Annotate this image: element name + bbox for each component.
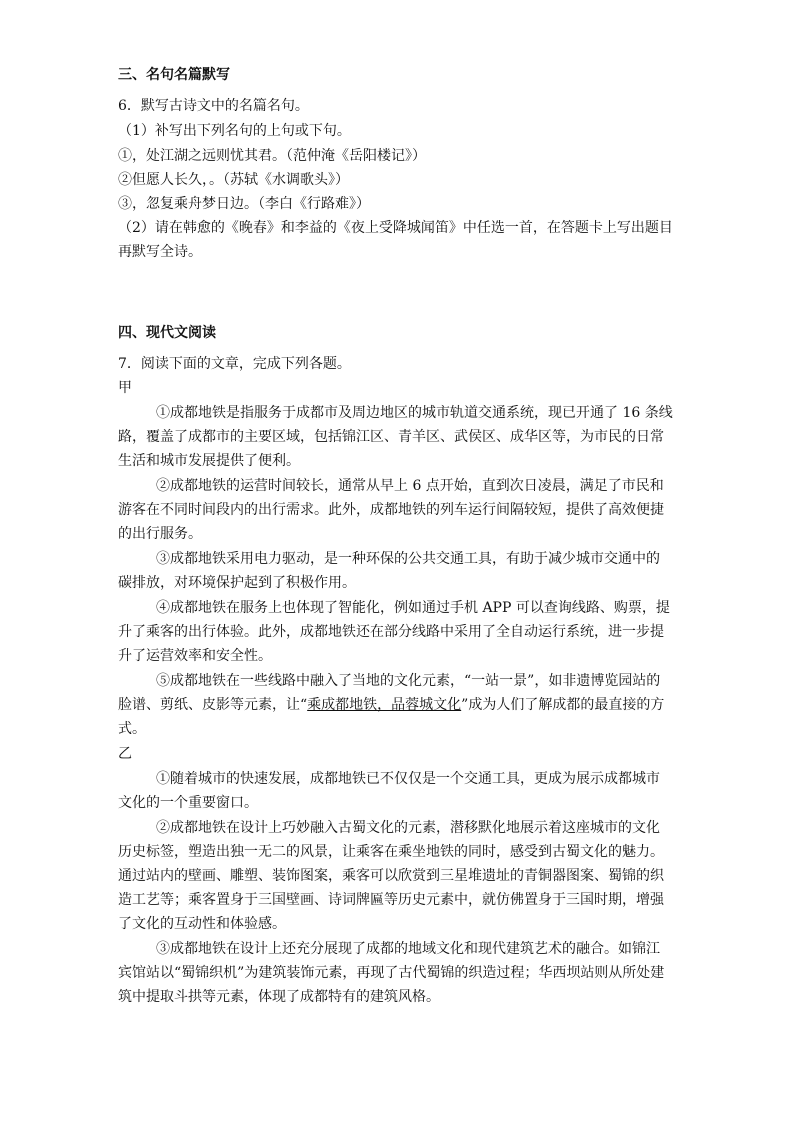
part-a-line: ⑤成都地铁在一些线路中融入了当地的文化元素，“一站一景”，如非遗博览园站的: [156, 673, 661, 689]
part-a-line: ②成都地铁的运营时间较长，通常从早上 6 点开始，直到次日凌晨，满足了市民和: [156, 478, 664, 494]
part-b-line: ③成都地铁在设计上还充分展现了成都的地域文化和现代建筑艺术的融合。如锦江: [156, 941, 660, 957]
section4-heading: 四、现代文阅读: [118, 325, 216, 341]
q6-sub2-line1: （2）请在韩愈的《晚春》和李益的《夜上受降城闻笛》中任选一首，在答题卡上写出题目: [118, 220, 673, 236]
part-b-line: 文化的一个重要窗口。: [118, 795, 258, 811]
part-a-label: 甲: [118, 380, 132, 396]
part-a-line: 升了运营效率和安全性。: [118, 648, 272, 664]
part-a-line: 式。: [118, 721, 146, 737]
question-7: 7．阅读下面的文章，完成下列各题。: [118, 356, 351, 372]
part-b-label: 乙: [118, 746, 132, 762]
part-b-line: ②成都地铁在设计上巧妙融入古蜀文化的元素，潜移默化地展示着这座城市的文化: [156, 820, 660, 836]
part-a-line: 升了乘客的出行体验。此外，成都地铁还在部分线路中采用了全自动运行系统，进一步提: [118, 624, 664, 640]
part-b-line: 筑中提取斗拱等元素，体现了成都特有的建筑风格。: [118, 989, 440, 1005]
q6-sub1: （1）补写出下列名句的上句或下句。: [118, 123, 351, 139]
part-b-line: 历史标签，塑造出独一无二的风景，让乘客在乘坐地铁的同时，感受到古蜀文化的魅力。: [118, 844, 664, 860]
q6-item3: ③，忽复乘舟梦日边。（李白《行路难》）: [118, 196, 370, 212]
underlined-phrase: 乘成都地铁，品蓉城文化: [307, 697, 462, 713]
part-a-line: ④成都地铁在服务上也体现了智能化，例如通过手机 APP 可以查询线路、购票，提: [156, 600, 670, 616]
part-a-line: ①成都地铁是指服务于成都市及周边地区的城市轨道交通系统，现已开通了 16 条线: [156, 405, 673, 421]
part-a-line: 游客在不同时间段内的出行需求。此外，成都地铁的列车运行间隔较短，提供了高效便捷: [118, 502, 664, 518]
part-a-line: 碳排放，对环境保护起到了积极作用。: [118, 575, 356, 591]
part-a-line: ③成都地铁采用电力驱动，是一种环保的公共交通工具，有助于减少城市交通中的: [156, 551, 660, 567]
part-a-line: 生活和城市发展提供了便利。: [118, 453, 300, 469]
part-b-line: 通过站内的壁画、雕塑、装饰图案，乘客可以欣赏到三星堆遗址的青铜器图案、蜀锦的织: [118, 868, 664, 884]
q6-item2: ②但愿人长久，。（苏轼《水调歌头》）: [118, 172, 349, 188]
q6-sub2-line2: 再默写全诗。: [118, 244, 202, 260]
part-a-line: 路，覆盖了成都市的主要区域，包括锦江区、青羊区、武侯区、成华区等，为市民的日常: [118, 429, 664, 445]
q6-item1: ①，处江湖之远则忧其君。（范仲淹《岳阳楼记》）: [118, 148, 426, 164]
part-a-line: 的出行服务。: [118, 526, 202, 542]
part-b-line: 了文化的互动性和体验感。: [118, 916, 286, 932]
text-span: ”成为人们了解成都的最直接的方: [461, 697, 665, 713]
text-span: 脸谱、剪纸、皮影等元素，让“: [118, 697, 308, 713]
part-a-line-underlined: [118, 697, 678, 713]
part-b-line: 宾馆站以“蜀锦织机”为建筑装饰元素，再现了古代蜀锦的织造过程；华西坝站则从所处建: [118, 965, 665, 981]
question-6: 6．默写古诗文中的名篇名句。: [118, 98, 309, 114]
part-b-line: 造工艺等；乘客置身于三国壁画、诗词牌匾等历史元素中，就仿佛置身于三国时期，增强: [118, 892, 664, 908]
part-b-line: ①随着城市的快速发展，成都地铁已不仅仅是一个交通工具，更成为展示成都城市: [156, 771, 660, 787]
section3-heading: 三、名句名篇默写: [118, 67, 230, 83]
